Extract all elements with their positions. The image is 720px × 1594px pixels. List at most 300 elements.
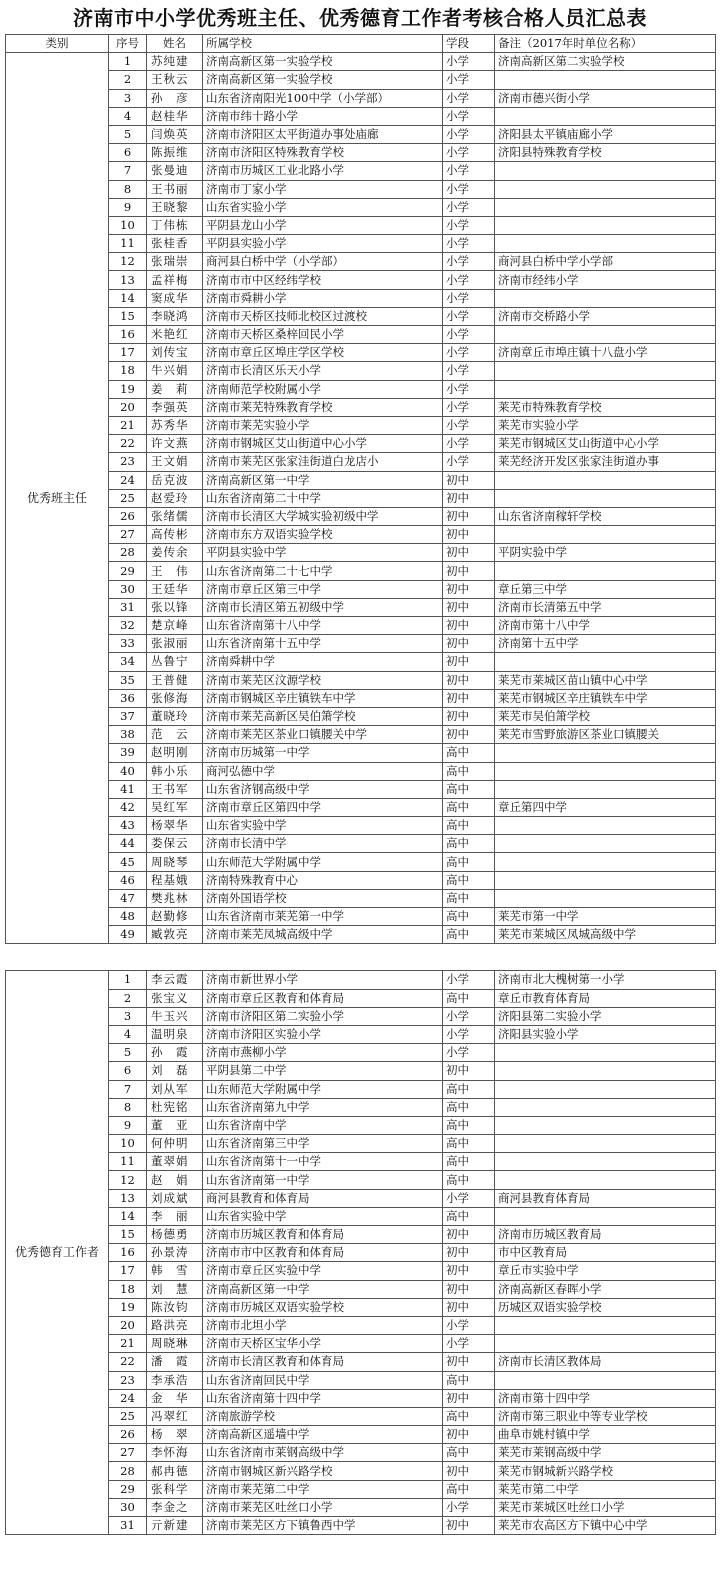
table-row xyxy=(6,817,716,835)
person-name: 姜传余 xyxy=(147,544,203,562)
row-number: 37 xyxy=(109,707,147,725)
remark xyxy=(495,744,716,762)
table-row xyxy=(6,307,716,325)
remark xyxy=(495,216,716,234)
table-row xyxy=(6,435,716,453)
row-number: 22 xyxy=(109,1353,147,1371)
row-number: 14 xyxy=(109,289,147,307)
school-stage: 小学 xyxy=(443,1316,495,1334)
person-name: 韩小乐 xyxy=(147,762,203,780)
row-number: 10 xyxy=(109,1135,147,1153)
school-stage: 高中 xyxy=(443,817,495,835)
row-number: 19 xyxy=(109,1298,147,1316)
school-name: 山东省济钢高级中学 xyxy=(203,780,443,798)
school-stage: 高中 xyxy=(443,1371,495,1389)
header-note: 备注（2017年时单位名称） xyxy=(495,35,716,53)
person-name: 张曼迪 xyxy=(147,162,203,180)
school-name: 济南市钢城区辛庄镇铁车中学 xyxy=(203,689,443,707)
remark xyxy=(495,1171,716,1189)
row-number: 31 xyxy=(109,1517,147,1535)
school-stage: 初中 xyxy=(443,707,495,725)
remark xyxy=(495,362,716,380)
remark: 济南市第十四中学 xyxy=(495,1389,716,1407)
school-stage: 初中 xyxy=(443,471,495,489)
row-number: 2 xyxy=(109,989,147,1007)
school-stage: 小学 xyxy=(443,326,495,344)
person-name: 张绪儒 xyxy=(147,507,203,525)
remark: 济南市交桥路小学 xyxy=(495,307,716,325)
school-stage: 高中 xyxy=(443,762,495,780)
remark xyxy=(495,1062,716,1080)
row-number: 13 xyxy=(109,271,147,289)
school-name: 山东师范大学附属中学 xyxy=(203,853,443,871)
person-name: 杨翠华 xyxy=(147,817,203,835)
remark: 章丘市教育体育局 xyxy=(495,989,716,1007)
school-name: 山东省济南市莱钢高级中学 xyxy=(203,1444,443,1462)
row-number: 24 xyxy=(109,1389,147,1407)
table-row xyxy=(6,798,716,816)
table-row xyxy=(6,1517,716,1535)
school-name: 济南市历城区工业北路小学 xyxy=(203,162,443,180)
school-stage: 小学 xyxy=(443,107,495,125)
school-stage: 初中 xyxy=(443,1389,495,1407)
school-name: 济南市莱芜凤城高级中学 xyxy=(203,926,443,944)
remark xyxy=(495,780,716,798)
table-row xyxy=(6,707,716,725)
table-row xyxy=(6,1498,716,1516)
school-stage: 初中 xyxy=(443,635,495,653)
person-name: 刘从军 xyxy=(147,1080,203,1098)
school-stage: 初中 xyxy=(443,1353,495,1371)
header-school: 所属学校 xyxy=(203,35,443,53)
remark xyxy=(495,326,716,344)
school-stage: 小学 xyxy=(443,216,495,234)
school-stage: 高中 xyxy=(443,1080,495,1098)
table-row xyxy=(6,635,716,653)
school-name: 山东省济南第十四中学 xyxy=(203,1389,443,1407)
person-name: 苏秀华 xyxy=(147,416,203,434)
school-name: 济南市丁家小学 xyxy=(203,180,443,198)
table-row xyxy=(6,1444,716,1462)
school-stage: 高中 xyxy=(443,989,495,1007)
row-number: 11 xyxy=(109,1153,147,1171)
person-name: 杨德勇 xyxy=(147,1226,203,1244)
table-row xyxy=(6,1207,716,1225)
person-name: 王文娟 xyxy=(147,453,203,471)
category-cell: 优秀德育工作者 xyxy=(6,971,109,1535)
remark xyxy=(495,1153,716,1171)
person-name: 陈汝钧 xyxy=(147,1298,203,1316)
school-name: 山东省济南第二十中学 xyxy=(203,489,443,507)
school-name: 济南市莱芜特殊教育学校 xyxy=(203,398,443,416)
school-name: 济南特殊教育中心 xyxy=(203,871,443,889)
remark: 济阳县太平镇庙廊小学 xyxy=(495,125,716,143)
school-stage: 初中 xyxy=(443,1244,495,1262)
school-stage: 初中 xyxy=(443,526,495,544)
school-name: 济南市天桥区桑梓回民小学 xyxy=(203,326,443,344)
row-number: 19 xyxy=(109,380,147,398)
row-number: 32 xyxy=(109,617,147,635)
school-stage: 小学 xyxy=(443,453,495,471)
school-stage: 小学 xyxy=(443,1044,495,1062)
table-row xyxy=(6,507,716,525)
remark: 曲阜市姚村镇中学 xyxy=(495,1426,716,1444)
remark xyxy=(495,653,716,671)
row-number: 47 xyxy=(109,889,147,907)
school-name: 济南市历城第一中学 xyxy=(203,744,443,762)
table-row xyxy=(6,1244,716,1262)
table-row xyxy=(6,344,716,362)
school-stage: 高中 xyxy=(443,1171,495,1189)
school-stage: 小学 xyxy=(443,180,495,198)
school-name: 济南市济阳区第二实验小学 xyxy=(203,1007,443,1025)
row-number: 16 xyxy=(109,1244,147,1262)
school-stage: 高中 xyxy=(443,744,495,762)
remark: 历城区双语实验学校 xyxy=(495,1298,716,1316)
school-stage: 小学 xyxy=(443,289,495,307)
person-name: 孟祥梅 xyxy=(147,271,203,289)
person-name: 吴红军 xyxy=(147,798,203,816)
school-stage: 初中 xyxy=(443,689,495,707)
remark: 莱芜市第一中学 xyxy=(495,908,716,926)
row-number: 49 xyxy=(109,926,147,944)
remark: 济南章丘市埠庄镇十八盘小学 xyxy=(495,344,716,362)
school-stage: 初中 xyxy=(443,1426,495,1444)
remark: 济南市第十八中学 xyxy=(495,617,716,635)
school-stage: 小学 xyxy=(443,971,495,989)
remark xyxy=(495,198,716,216)
remark xyxy=(495,1371,716,1389)
table-row xyxy=(6,1353,716,1371)
row-number: 41 xyxy=(109,780,147,798)
row-number: 25 xyxy=(109,489,147,507)
remark xyxy=(495,380,716,398)
row-number: 46 xyxy=(109,871,147,889)
table-row xyxy=(6,107,716,125)
person-name: 张桂香 xyxy=(147,235,203,253)
school-stage: 高中 xyxy=(443,853,495,871)
table-row xyxy=(6,853,716,871)
row-number: 9 xyxy=(109,1116,147,1134)
table-row xyxy=(6,1280,716,1298)
table-row xyxy=(6,1407,716,1425)
row-number: 17 xyxy=(109,1262,147,1280)
row-number: 14 xyxy=(109,1207,147,1225)
remark: 章丘第三中学 xyxy=(495,580,716,598)
school-name: 济南市长清区乐天小学 xyxy=(203,362,443,380)
remark xyxy=(495,289,716,307)
table-row xyxy=(6,144,716,162)
school-name: 济南市莱芜区吐丝口小学 xyxy=(203,1498,443,1516)
school-stage: 小学 xyxy=(443,271,495,289)
school-name: 济南市济阳区实验小学 xyxy=(203,1025,443,1043)
school-name: 济南高新区第一实验学校 xyxy=(203,53,443,71)
table-row xyxy=(6,580,716,598)
person-name: 刘成斌 xyxy=(147,1189,203,1207)
row-number: 27 xyxy=(109,1444,147,1462)
school-name: 山东省济南回民中学 xyxy=(203,1371,443,1389)
table-row xyxy=(6,398,716,416)
remark: 市中区教育局 xyxy=(495,1244,716,1262)
school-name: 济南市章丘区第三中学 xyxy=(203,580,443,598)
school-name: 济南市济阳区太平街道办事处庙廊 xyxy=(203,125,443,143)
remark: 莱芜市特殊教育学校 xyxy=(495,398,716,416)
school-name: 山东省济南第十五中学 xyxy=(203,635,443,653)
person-name: 程基娥 xyxy=(147,871,203,889)
school-stage: 小学 xyxy=(443,1335,495,1353)
remark xyxy=(495,1098,716,1116)
row-number: 26 xyxy=(109,507,147,525)
table-row xyxy=(6,780,716,798)
remark: 济南市长清区教体局 xyxy=(495,1353,716,1371)
remark xyxy=(495,1335,716,1353)
section-excellent-head-teachers xyxy=(6,53,716,944)
school-stage: 初中 xyxy=(443,580,495,598)
table-row xyxy=(6,326,716,344)
header-stage: 学段 xyxy=(443,35,495,53)
person-name: 米艳红 xyxy=(147,326,203,344)
school-name: 山东师范大学附属中学 xyxy=(203,1080,443,1098)
person-name: 李 丽 xyxy=(147,1207,203,1225)
school-stage: 高中 xyxy=(443,871,495,889)
category-cell: 优秀班主任 xyxy=(6,53,109,944)
row-number: 17 xyxy=(109,344,147,362)
remark xyxy=(495,1044,716,1062)
person-name: 赵勤修 xyxy=(147,908,203,926)
table-row xyxy=(6,53,716,71)
remark: 济南市历城区教育局 xyxy=(495,1226,716,1244)
person-name: 窦成华 xyxy=(147,289,203,307)
school-stage: 初中 xyxy=(443,617,495,635)
school-name: 商河弘德中学 xyxy=(203,762,443,780)
school-stage: 初中 xyxy=(443,489,495,507)
person-name: 陈振维 xyxy=(147,144,203,162)
remark: 济阳县第二实验小学 xyxy=(495,1007,716,1025)
person-name: 岳克波 xyxy=(147,471,203,489)
school-stage: 小学 xyxy=(443,253,495,271)
person-name: 赵 娟 xyxy=(147,1171,203,1189)
person-name: 周晓琴 xyxy=(147,853,203,871)
remark: 莱芜市农高区方下镇中心中学 xyxy=(495,1517,716,1535)
table-row xyxy=(6,1262,716,1280)
row-number: 22 xyxy=(109,435,147,453)
remark: 平阴实验中学 xyxy=(495,544,716,562)
school-stage: 高中 xyxy=(443,1153,495,1171)
school-name: 山东省济南第二十七中学 xyxy=(203,562,443,580)
school-stage: 小学 xyxy=(443,1498,495,1516)
school-name: 济南市舜耕小学 xyxy=(203,289,443,307)
person-name: 王书军 xyxy=(147,780,203,798)
school-stage: 高中 xyxy=(443,1207,495,1225)
row-number: 15 xyxy=(109,307,147,325)
school-name: 山东省济南第十八中学 xyxy=(203,617,443,635)
school-stage: 小学 xyxy=(443,344,495,362)
person-name: 苏纯建 xyxy=(147,53,203,71)
school-stage: 高中 xyxy=(443,1480,495,1498)
remark xyxy=(495,562,716,580)
table-row xyxy=(6,489,716,507)
remark xyxy=(495,889,716,907)
person-name: 韩 雪 xyxy=(147,1262,203,1280)
table-row xyxy=(6,689,716,707)
row-number: 11 xyxy=(109,235,147,253)
school-name: 济南市章丘区教育和体育局 xyxy=(203,989,443,1007)
table-row xyxy=(6,1226,716,1244)
row-number: 4 xyxy=(109,107,147,125)
table-row xyxy=(6,1426,716,1444)
person-name: 娄保云 xyxy=(147,835,203,853)
school-stage: 高中 xyxy=(443,1116,495,1134)
school-stage: 小学 xyxy=(443,162,495,180)
school-name: 济南市钢城区新兴路学校 xyxy=(203,1462,443,1480)
remark: 莱芜市钢城区辛庄镇铁车中学 xyxy=(495,689,716,707)
school-name: 济南师范学校附属小学 xyxy=(203,380,443,398)
table-row xyxy=(6,416,716,434)
school-stage: 初中 xyxy=(443,1262,495,1280)
person-name: 赵爱玲 xyxy=(147,489,203,507)
table-row xyxy=(6,271,716,289)
person-name: 金 华 xyxy=(147,1389,203,1407)
school-name: 山东省济南第十一中学 xyxy=(203,1153,443,1171)
table-row xyxy=(6,253,716,271)
remark xyxy=(495,489,716,507)
school-stage: 高中 xyxy=(443,1444,495,1462)
school-name: 商河县教育和体育局 xyxy=(203,1189,443,1207)
table-row xyxy=(6,1153,716,1171)
school-stage: 小学 xyxy=(443,307,495,325)
school-name: 济南市长清中学 xyxy=(203,835,443,853)
table-row xyxy=(6,471,716,489)
school-stage: 高中 xyxy=(443,1407,495,1425)
person-name: 杨 翠 xyxy=(147,1426,203,1444)
person-name: 刘传宝 xyxy=(147,344,203,362)
school-stage: 初中 xyxy=(443,653,495,671)
person-name: 王秋云 xyxy=(147,71,203,89)
school-name: 济南市章丘区埠庄学区学校 xyxy=(203,344,443,362)
row-number: 9 xyxy=(109,198,147,216)
table-row xyxy=(6,671,716,689)
remark: 济南市第三职业中等专业学校 xyxy=(495,1407,716,1425)
person-name: 赵明刚 xyxy=(147,744,203,762)
school-name: 济南市钢城区艾山街道中心小学 xyxy=(203,435,443,453)
remark xyxy=(495,1207,716,1225)
person-name: 许文燕 xyxy=(147,435,203,453)
school-name: 平阴县实验小学 xyxy=(203,235,443,253)
table-row xyxy=(6,544,716,562)
school-name: 山东省实验中学 xyxy=(203,1207,443,1225)
person-name: 何仲明 xyxy=(147,1135,203,1153)
person-name: 张宝义 xyxy=(147,989,203,1007)
row-number: 20 xyxy=(109,1316,147,1334)
school-stage: 小学 xyxy=(443,1025,495,1043)
school-stage: 小学 xyxy=(443,125,495,143)
person-name: 王 伟 xyxy=(147,562,203,580)
person-name: 丁伟栋 xyxy=(147,216,203,234)
person-name: 潘 霞 xyxy=(147,1353,203,1371)
school-name: 济南市莱芜实验小学 xyxy=(203,416,443,434)
school-name: 山东省济南阳光100中学（小学部） xyxy=(203,89,443,107)
school-name: 济南市市中区教育和体育局 xyxy=(203,1244,443,1262)
table-row xyxy=(6,971,716,989)
row-number: 21 xyxy=(109,416,147,434)
remark: 济阳县实验小学 xyxy=(495,1025,716,1043)
row-number: 12 xyxy=(109,253,147,271)
school-stage: 高中 xyxy=(443,1098,495,1116)
row-number: 21 xyxy=(109,1335,147,1353)
table-row xyxy=(6,889,716,907)
remark: 济南高新区春晖小学 xyxy=(495,1280,716,1298)
table-row xyxy=(6,744,716,762)
school-stage: 小学 xyxy=(443,235,495,253)
school-stage: 小学 xyxy=(443,1007,495,1025)
row-number: 36 xyxy=(109,689,147,707)
school-stage: 高中 xyxy=(443,889,495,907)
school-name: 济南市莱芜区方下镇鲁西中学 xyxy=(203,1517,443,1535)
row-number: 6 xyxy=(109,1062,147,1080)
table-row xyxy=(6,1462,716,1480)
school-name: 济南市莱芜区茶业口镇腰关中学 xyxy=(203,726,443,744)
school-name: 济南市章丘区第四中学 xyxy=(203,798,443,816)
school-name: 济南市济阳区特殊教育学校 xyxy=(203,144,443,162)
table-row xyxy=(6,617,716,635)
school-stage: 小学 xyxy=(443,71,495,89)
row-number: 25 xyxy=(109,1407,147,1425)
header-category: 类别 xyxy=(6,35,109,53)
person-name: 楚京峰 xyxy=(147,617,203,635)
document-title: 济南市中小学优秀班主任、优秀德育工作者考核合格人员汇总表 xyxy=(73,6,647,30)
row-number: 4 xyxy=(109,1025,147,1043)
table-row xyxy=(6,125,716,143)
row-number: 18 xyxy=(109,1280,147,1298)
row-number: 38 xyxy=(109,726,147,744)
table-row xyxy=(6,1335,716,1353)
person-name: 亓新建 xyxy=(147,1517,203,1535)
person-name: 张修海 xyxy=(147,689,203,707)
school-name: 平阴县龙山小学 xyxy=(203,216,443,234)
school-stage: 高中 xyxy=(443,1135,495,1153)
remark xyxy=(495,71,716,89)
person-name: 周晓琳 xyxy=(147,1335,203,1353)
row-number: 28 xyxy=(109,544,147,562)
person-name: 王晓黎 xyxy=(147,198,203,216)
remark xyxy=(495,1316,716,1334)
row-number: 6 xyxy=(109,144,147,162)
school-stage: 初中 xyxy=(443,1462,495,1480)
person-name: 牛玉兴 xyxy=(147,1007,203,1025)
remark: 商河县教育体育局 xyxy=(495,1189,716,1207)
row-number: 28 xyxy=(109,1462,147,1480)
remark: 济南市经纬小学 xyxy=(495,271,716,289)
school-name: 济南外国语学校 xyxy=(203,889,443,907)
row-number: 44 xyxy=(109,835,147,853)
row-number: 24 xyxy=(109,471,147,489)
table-row xyxy=(6,1298,716,1316)
table-row xyxy=(6,198,716,216)
row-number: 15 xyxy=(109,1226,147,1244)
school-name: 济南市燕柳小学 xyxy=(203,1044,443,1062)
row-number: 33 xyxy=(109,635,147,653)
table-row xyxy=(6,526,716,544)
person-name: 范 云 xyxy=(147,726,203,744)
person-name: 樊兆林 xyxy=(147,889,203,907)
row-number: 18 xyxy=(109,362,147,380)
roster-table xyxy=(5,34,716,944)
remark: 商河县白桥中学小学部 xyxy=(495,253,716,271)
remark: 章丘市实验中学 xyxy=(495,1262,716,1280)
person-name: 赵桂华 xyxy=(147,107,203,125)
table-row xyxy=(6,835,716,853)
school-name: 山东省实验小学 xyxy=(203,198,443,216)
